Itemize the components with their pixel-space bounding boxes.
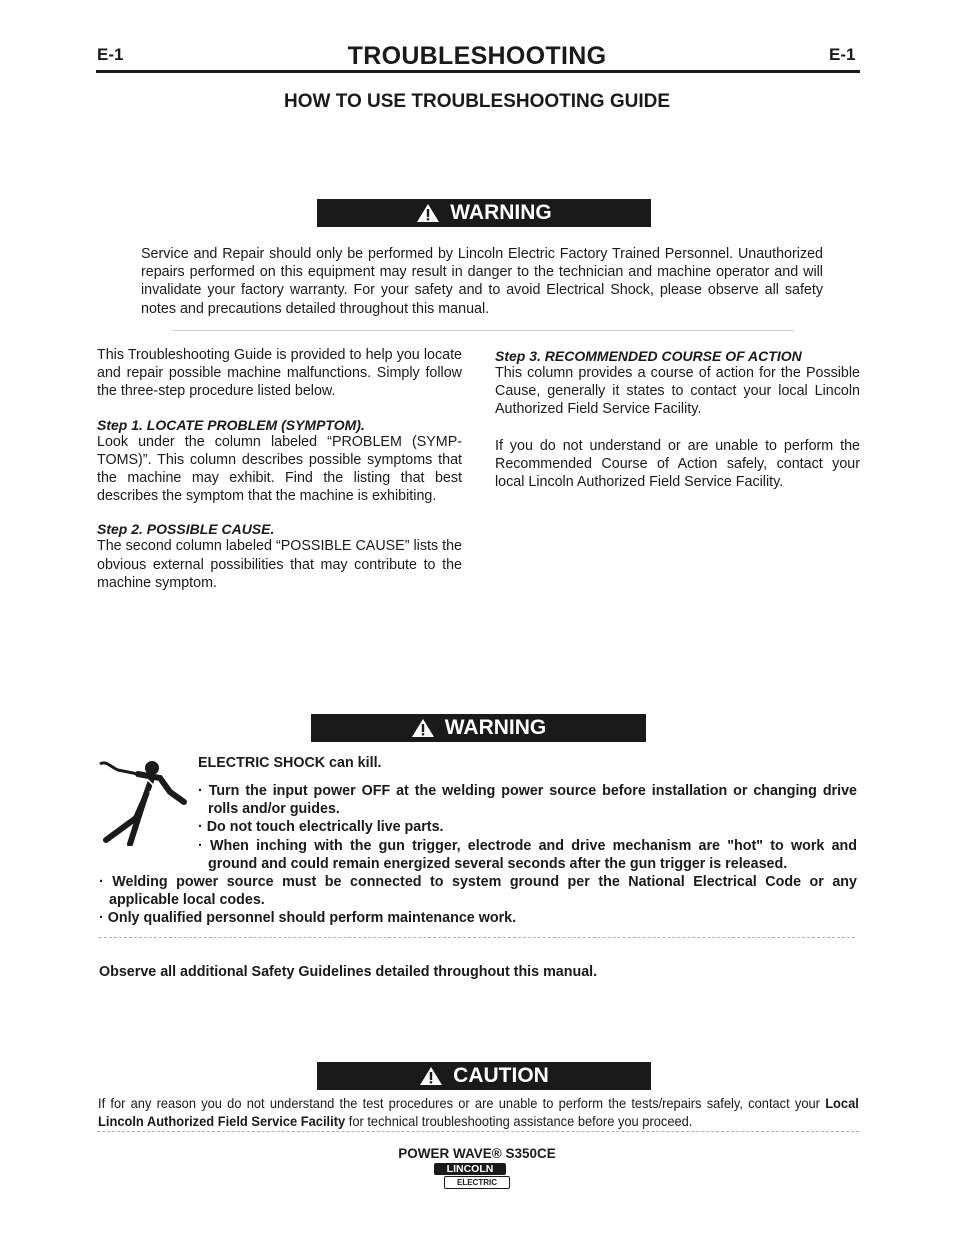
warning-label: WARNING bbox=[444, 716, 547, 739]
divider bbox=[97, 1131, 859, 1132]
guide-intro: This Troubleshooting Guide is provided to help you locate and repair possible machine malfunctions. Simply follow the three-step procedure listed below. bbox=[97, 347, 462, 400]
warning-banner bbox=[317, 199, 651, 227]
lincoln-electric-logo bbox=[434, 1163, 510, 1189]
caution-text bbox=[98, 1094, 859, 1130]
step2-text: The second column labeled “POSSIBLE CAUSE” lists the obvious external possibilities that may contribute to the machine symptom. bbox=[97, 538, 462, 591]
warning-banner bbox=[311, 714, 646, 742]
header-rule bbox=[96, 70, 860, 73]
guide-right-column bbox=[495, 348, 860, 491]
section-subtitle: HOW TO USE TROUBLESHOOTING GUIDE bbox=[284, 91, 670, 112]
warning-triangle-icon bbox=[411, 718, 435, 738]
model-name: POWER WAVE® S350CE bbox=[398, 1146, 556, 1161]
caution-text-end: for technical troubleshooting assistance before you proceed. bbox=[345, 1113, 693, 1129]
bullet-item: · Turn the input power OFF at the welding power source before installation or changing drive rolls and/or guides. bbox=[198, 783, 857, 818]
warning-triangle-icon bbox=[416, 203, 440, 223]
step3-text: This column provides a course of action for the Possible Cause, generally it states to contact your local Lincoln Authorized Field Service Facility. bbox=[495, 365, 860, 418]
caution-facility: Local Lincoln Authorized Field Service Facility bbox=[98, 1095, 859, 1129]
warning-text: Service and Repair should only be performed by Lincoln Electric Factory Trained Personnel. Unauthorized repairs performed on this equipment may result in danger to the technician and machine operator and will invalidate your factory warranty. For your safety and to avoid Electrical Shock, please observe all safety notes and precautions detailed throughout this manual. bbox=[141, 246, 823, 317]
bullet-item: · Only qualified personnel should perform maintenance work. bbox=[99, 910, 517, 927]
observe-note: Observe all additional Safety Guidelines detailed throughout this manual. bbox=[99, 964, 598, 980]
caution-banner bbox=[317, 1062, 651, 1090]
bullet-item: · Welding power source must be connected to system ground per the National Electrical Code or any applicable local codes. bbox=[99, 874, 857, 909]
step3-note: If you do not understand or are unable to perform the Recommended Course of Action safely, contact your local Lincoln Authorized Field Service Facility. bbox=[495, 437, 860, 491]
shock-heading: ELECTRIC SHOCK can kill. bbox=[198, 755, 382, 771]
divider bbox=[99, 937, 855, 938]
logo-bottom: ELECTRIC bbox=[444, 1176, 510, 1189]
page-title: TROUBLESHOOTING bbox=[347, 42, 607, 70]
shock-bullets-indented bbox=[198, 782, 857, 873]
step3-heading: Step 3. RECOMMENDED COURSE OF ACTION bbox=[495, 348, 802, 364]
step1-heading: Step 1. LOCATE PROBLEM (SYMPTOM). bbox=[97, 416, 365, 433]
warning-label: WARNING bbox=[450, 201, 552, 224]
step1-text: Look under the column labeled “PROBLEM (SYMP-TOMS)”. This column describes possible symptoms that the machine may exhibit. Find the listing that best describes the symptom that the machine is exhibiting. bbox=[97, 433, 462, 505]
logo-top: LINCOLN bbox=[434, 1163, 506, 1175]
electric-shock-icon bbox=[98, 756, 190, 846]
guide-left-column bbox=[97, 346, 462, 592]
warning-triangle-icon bbox=[419, 1066, 443, 1086]
page-number-left: E-1 bbox=[97, 45, 124, 64]
divider bbox=[172, 330, 794, 331]
step2-heading: Step 2. POSSIBLE CAUSE. bbox=[97, 521, 275, 538]
bullet-item: · Do not touch electrically live parts. bbox=[198, 819, 444, 836]
caution-text-start: If for any reason you do not understand the test procedures or are unable to perform the tests/repairs safely, contact your bbox=[98, 1095, 826, 1111]
page-number-right: E-1 bbox=[829, 45, 856, 64]
caution-label: CAUTION bbox=[453, 1064, 549, 1087]
bullet-item: · When inching with the gun trigger, electrode and drive mechanism are "hot" to work and ground and could remain energized several seconds after the gun trigger is released. bbox=[198, 837, 857, 872]
shock-bullets-full bbox=[99, 873, 857, 928]
